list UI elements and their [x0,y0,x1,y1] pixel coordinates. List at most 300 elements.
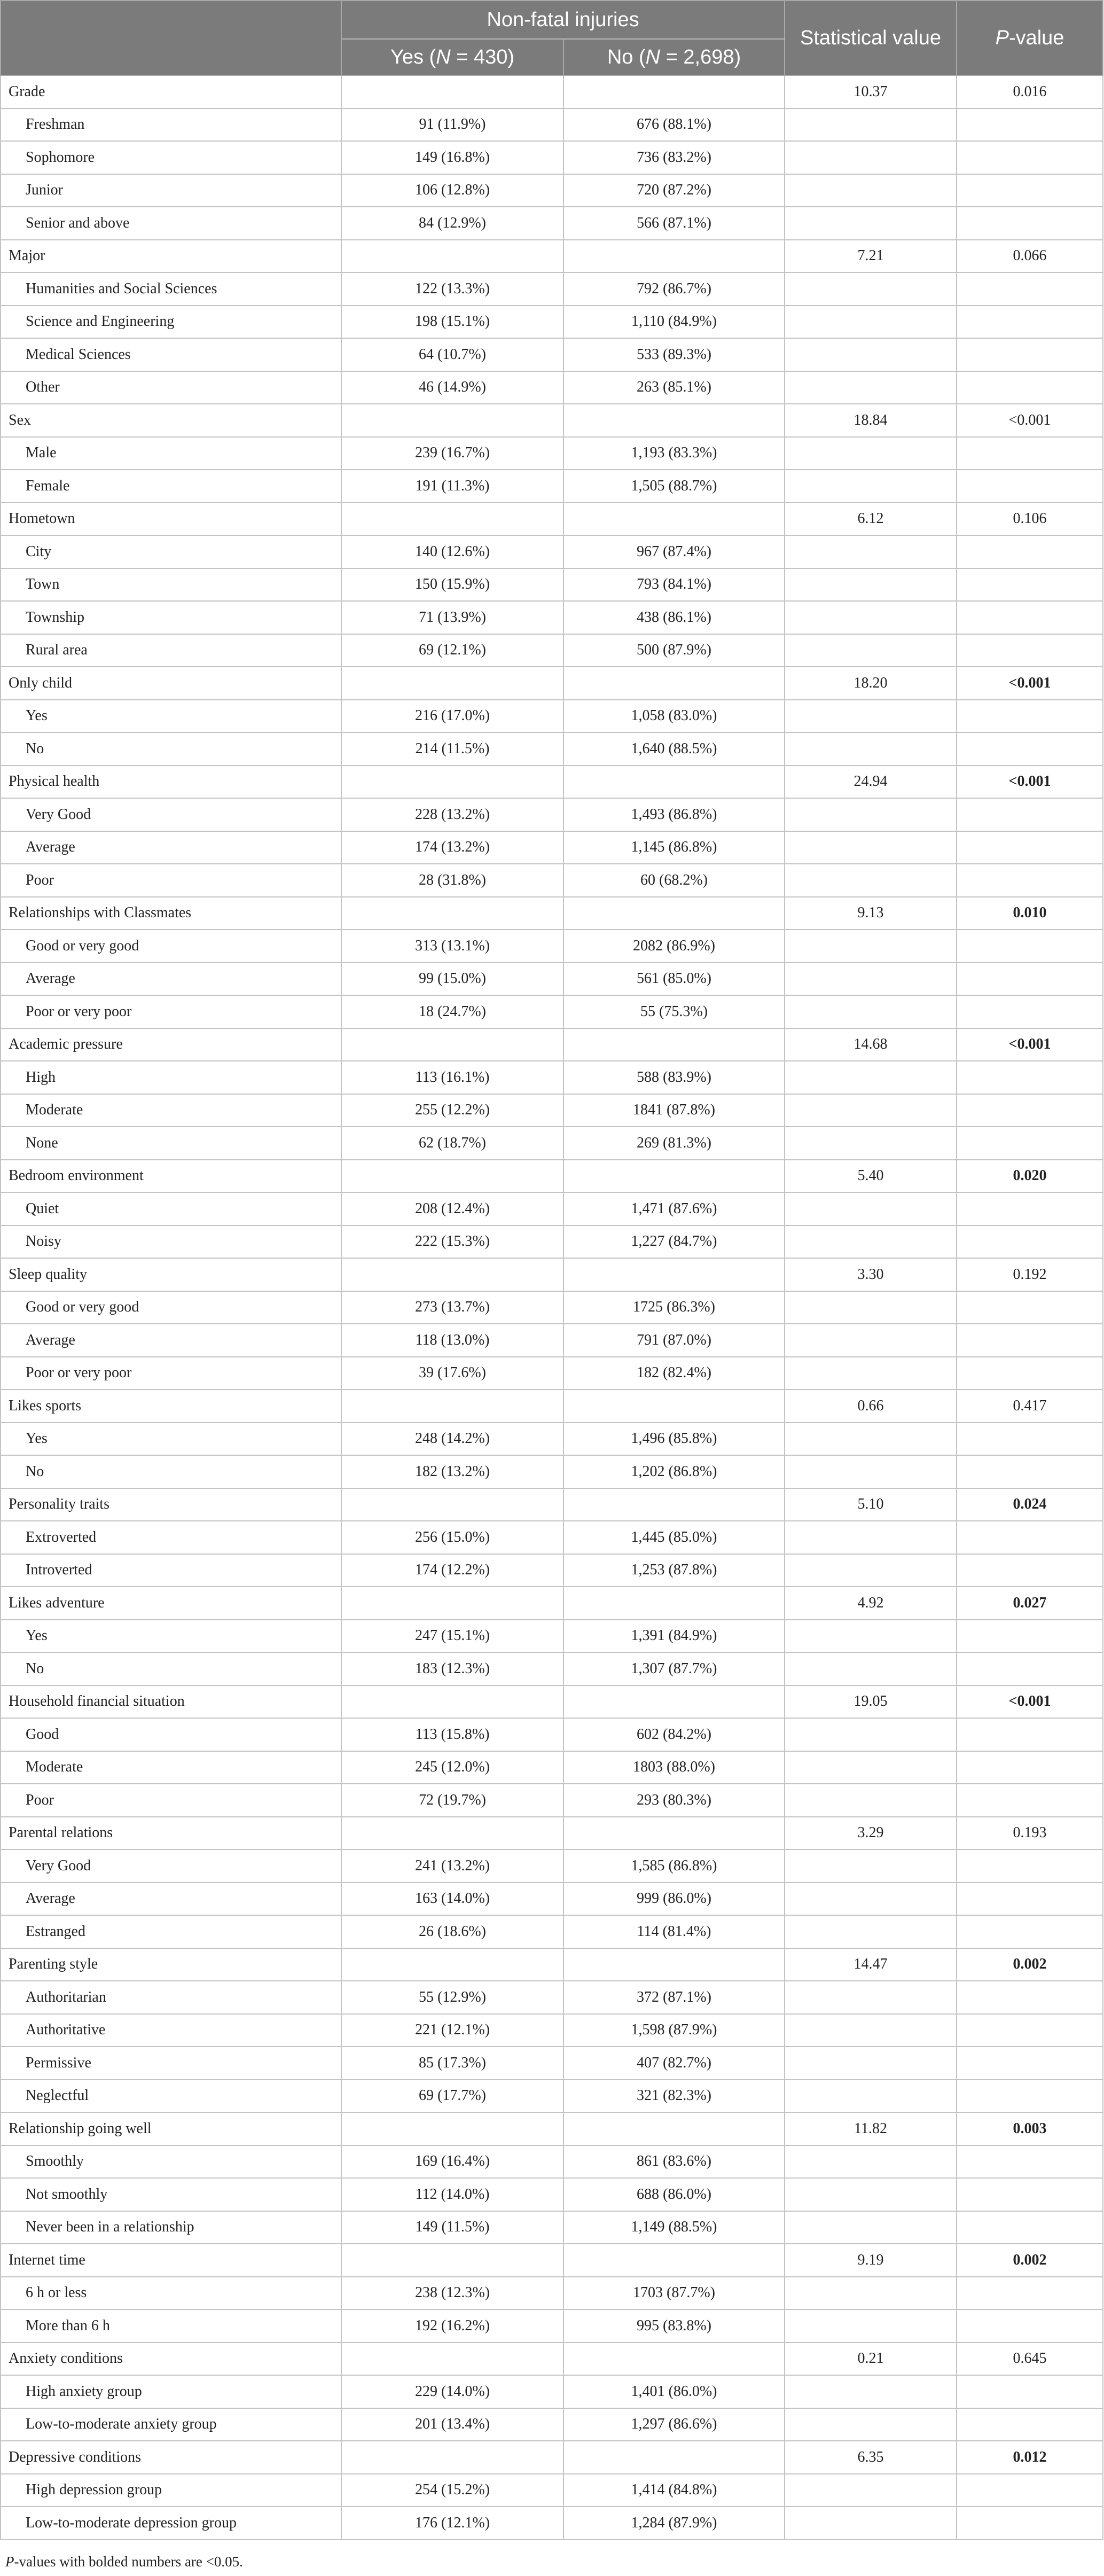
cell-statistical-value [785,568,957,602]
cell-no [563,1685,785,1719]
cell-no [563,1488,785,1521]
table-row-subcategory [1,864,1103,897]
cell-yes: 18 (24.7%) [341,995,563,1028]
cell-yes: 221 (12.1%) [341,2014,563,2047]
cell-statistical-value [785,2080,957,2113]
cell-no: 791 (87.0%) [563,1324,785,1357]
cell-label: More than 6 h [1,2309,341,2343]
table-row-subcategory [1,141,1103,174]
cell-statistical-value: 3.30 [785,1258,957,1291]
cell-no: 1,401 (86.0%) [563,2375,785,2408]
cell-label: Extroverted [1,1521,341,1554]
cell-p-value: 0.417 [957,1390,1103,1423]
cell-p-value [957,2080,1103,2113]
table-row-subcategory [1,1784,1103,1817]
cell-yes [341,404,563,437]
header-statistical-value: Statistical value [785,1,957,75]
cell-statistical-value [785,174,957,207]
cell-yes [341,1488,563,1521]
cell-yes [341,1390,563,1423]
table-row-category [1,2244,1103,2277]
cell-no: 1841 (87.8%) [563,1094,785,1127]
cell-statistical-value [785,1849,957,1883]
cell-statistical-value [785,1291,957,1324]
cell-label: Average [1,1324,341,1357]
cell-label: Personality traits [1,1488,341,1521]
cell-statistical-value [785,1652,957,1685]
cell-p-value [957,1915,1103,1948]
header-no-suffix: = 2,698) [660,45,741,68]
cell-p-value [957,1849,1103,1883]
table-row-subcategory [1,2178,1103,2211]
cell-yes: 254 (15.2%) [341,2474,563,2507]
cell-statistical-value [785,1521,957,1554]
cell-label: Medical Sciences [1,338,341,371]
cell-yes: 214 (11.5%) [341,732,563,766]
cell-statistical-value: 10.37 [785,75,957,108]
table-row-subcategory [1,634,1103,667]
cell-no: 533 (89.3%) [563,338,785,371]
table-row-subcategory [1,1094,1103,1127]
cell-p-value [957,1521,1103,1554]
cell-p-value [957,568,1103,602]
cell-statistical-value: 9.19 [785,2244,957,2277]
table-row-subcategory [1,535,1103,568]
cell-no [563,2343,785,2376]
cell-no: 793 (84.1%) [563,568,785,602]
cell-yes: 245 (12.0%) [341,1751,563,1784]
cell-no: 588 (83.9%) [563,1061,785,1094]
cell-label: Freshman [1,108,341,142]
cell-statistical-value: 14.68 [785,1028,957,1061]
table-header [1,1,1103,75]
cell-p-value [957,732,1103,766]
header-yes-suffix: = 430) [450,45,515,68]
footnote-text: -values with bolded numbers are <0.05. [14,2554,243,2570]
cell-statistical-value: 0.66 [785,1390,957,1423]
cell-p-value [957,1554,1103,1587]
cell-label: Average [1,831,341,864]
cell-p-value [957,2211,1103,2244]
table-row-subcategory [1,831,1103,864]
cell-no: 1,496 (85.8%) [563,1423,785,1456]
cell-yes: 182 (13.2%) [341,1455,563,1488]
cell-p-value [957,141,1103,174]
cell-label: Internet time [1,2244,341,2277]
cell-no [563,2244,785,2277]
cell-yes: 255 (12.2%) [341,1094,563,1127]
cell-label: Sophomore [1,141,341,174]
cell-label: Senior and above [1,207,341,240]
cell-label: None [1,1127,341,1160]
cell-label: Junior [1,174,341,207]
cell-no: 1,640 (88.5%) [563,732,785,766]
cell-label: Other [1,371,341,404]
cell-statistical-value [785,437,957,470]
cell-yes: 174 (13.2%) [341,831,563,864]
cell-label: Yes [1,700,341,733]
cell-no: 1,391 (84.9%) [563,1620,785,1653]
cell-p-value [957,2507,1103,2540]
table-row-subcategory [1,1357,1103,1390]
cell-no: 1,110 (84.9%) [563,306,785,339]
cell-no [563,1948,785,1981]
cell-label: Hometown [1,503,341,536]
cell-no: 566 (87.1%) [563,207,785,240]
table-row-subcategory [1,2507,1103,2540]
cell-label: 6 h or less [1,2277,341,2310]
cell-p-value [957,470,1103,503]
cell-yes [341,240,563,273]
cell-p-value [957,831,1103,864]
cell-label: Yes [1,1620,341,1653]
cell-label: Household financial situation [1,1685,341,1719]
table-row-subcategory [1,1554,1103,1587]
cell-no: 561 (85.0%) [563,963,785,996]
cell-p-value [957,1357,1103,1390]
cell-p-value [957,2309,1103,2343]
cell-statistical-value [785,1915,957,1948]
cell-p-value [957,2145,1103,2179]
table-row-subcategory [1,1849,1103,1883]
cell-p-value [957,634,1103,667]
cell-p-value [957,108,1103,142]
cell-p-value: <0.001 [957,404,1103,437]
cell-statistical-value [785,963,957,996]
cell-label: Poor [1,864,341,897]
table-row-subcategory [1,1883,1103,1916]
table-row-subcategory [1,1981,1103,2014]
cell-no: 1,493 (86.8%) [563,798,785,831]
table-row-subcategory [1,930,1103,963]
cell-yes: 122 (13.3%) [341,272,563,306]
cell-yes: 248 (14.2%) [341,1423,563,1456]
cell-label: Good [1,1718,341,1751]
cell-no: 438 (86.1%) [563,601,785,634]
cell-statistical-value [785,732,957,766]
cell-p-value [957,995,1103,1028]
cell-no: 1,414 (84.8%) [563,2474,785,2507]
cell-yes: 106 (12.8%) [341,174,563,207]
cell-label: Poor or very poor [1,995,341,1028]
cell-statistical-value [785,2145,957,2179]
cell-statistical-value [785,470,957,503]
table-row-category [1,1258,1103,1291]
cell-statistical-value [785,2507,957,2540]
cell-p-value: 0.002 [957,1948,1103,1981]
cell-statistical-value: 3.29 [785,1817,957,1850]
table-row-subcategory [1,1127,1103,1160]
cell-yes: 208 (12.4%) [341,1192,563,1225]
cell-yes: 198 (15.1%) [341,306,563,339]
table-row-subcategory [1,601,1103,634]
cell-statistical-value [785,141,957,174]
cell-label: Average [1,963,341,996]
table-row-subcategory [1,1652,1103,1685]
header-no-prefix: No ( [607,45,646,68]
cell-no: 1,058 (83.0%) [563,700,785,733]
cell-label: No [1,732,341,766]
table-row-subcategory [1,963,1103,996]
cell-no: 293 (80.3%) [563,1784,785,1817]
cell-label: Yes [1,1423,341,1456]
cell-yes: 247 (15.1%) [341,1620,563,1653]
cell-yes: 149 (11.5%) [341,2211,563,2244]
cell-yes: 72 (19.7%) [341,1784,563,1817]
cell-label: Average [1,1883,341,1916]
cell-yes: 174 (12.2%) [341,1554,563,1587]
cell-label: Good or very good [1,1291,341,1324]
cell-statistical-value [785,700,957,733]
cell-yes: 99 (15.0%) [341,963,563,996]
cell-statistical-value [785,1883,957,1916]
cell-label: Authoritarian [1,1981,341,2014]
cell-yes: 238 (12.3%) [341,2277,563,2310]
cell-label: Parental relations [1,1817,341,1850]
cell-statistical-value [785,1455,957,1488]
cell-p-value [957,2408,1103,2441]
cell-no: 688 (86.0%) [563,2178,785,2211]
cell-statistical-value [785,831,957,864]
cell-p-value [957,798,1103,831]
table-row-category [1,1685,1103,1719]
table-row-subcategory [1,2474,1103,2507]
cell-yes [341,1817,563,1850]
table-row-subcategory [1,108,1103,142]
table-row-subcategory [1,2145,1103,2179]
cell-no: 114 (81.4%) [563,1915,785,1948]
cell-p-value: <0.001 [957,766,1103,799]
cell-statistical-value [785,108,957,142]
cell-statistical-value [785,2375,957,2408]
cell-yes: 169 (16.4%) [341,2145,563,2179]
table-row-category [1,2441,1103,2474]
cell-label: Physical health [1,766,341,799]
cell-statistical-value [785,1225,957,1259]
cell-label: Male [1,437,341,470]
table-row-subcategory [1,1521,1103,1554]
cell-yes: 71 (13.9%) [341,601,563,634]
cell-statistical-value [785,1061,957,1094]
cell-statistical-value: 18.20 [785,667,957,700]
cell-label: Major [1,240,341,273]
cell-p-value: 0.020 [957,1160,1103,1193]
cell-no [563,75,785,108]
cell-p-value: 0.012 [957,2441,1103,2474]
cell-label: Relationships with Classmates [1,897,341,930]
table-row-subcategory [1,272,1103,306]
cell-statistical-value [785,2047,957,2080]
cell-label: Likes sports [1,1390,341,1423]
cell-yes: 39 (17.6%) [341,1357,563,1390]
table-row-subcategory [1,2309,1103,2343]
cell-no [563,503,785,536]
cell-yes: 273 (13.7%) [341,1291,563,1324]
cell-yes [341,1948,563,1981]
cell-p-value [957,306,1103,339]
cell-p-value: 0.003 [957,2112,1103,2145]
cell-no: 60 (68.2%) [563,864,785,897]
cell-label: No [1,1455,341,1488]
cell-statistical-value [785,1192,957,1225]
cell-yes: 229 (14.0%) [341,2375,563,2408]
table-row-category [1,75,1103,108]
cell-p-value: 0.193 [957,1817,1103,1850]
cell-p-value [957,700,1103,733]
cell-label: Bedroom environment [1,1160,341,1193]
cell-yes: 28 (31.8%) [341,864,563,897]
cell-label: Female [1,470,341,503]
cell-yes: 150 (15.9%) [341,568,563,602]
cell-label: Poor [1,1784,341,1817]
cell-yes: 191 (11.3%) [341,470,563,503]
cell-yes: 62 (18.7%) [341,1127,563,1160]
cell-statistical-value: 9.13 [785,897,957,930]
cell-p-value [957,1784,1103,1817]
cell-p-value [957,963,1103,996]
cell-statistical-value [785,2309,957,2343]
cell-yes: 26 (18.6%) [341,1915,563,1948]
cell-label: Estranged [1,1915,341,1948]
cell-statistical-value [785,2178,957,2211]
cell-no: 1703 (87.7%) [563,2277,785,2310]
header-yes [341,39,563,75]
cell-p-value: 0.010 [957,897,1103,930]
cell-statistical-value: 24.94 [785,766,957,799]
cell-statistical-value [785,601,957,634]
table-row-subcategory [1,371,1103,404]
table-row-subcategory [1,1192,1103,1225]
cell-no: 500 (87.9%) [563,634,785,667]
cell-label: Permissive [1,2047,341,2080]
cell-statistical-value: 19.05 [785,1685,957,1719]
cell-label: Grade [1,75,341,108]
cell-statistical-value: 6.12 [785,503,957,536]
cell-p-value: <0.001 [957,1685,1103,1719]
cell-label: Not smoothly [1,2178,341,2211]
table-row-subcategory [1,1291,1103,1324]
cell-yes: 241 (13.2%) [341,1849,563,1883]
cell-p-value: <0.001 [957,1028,1103,1061]
table-row-subcategory [1,732,1103,766]
cell-p-value [957,864,1103,897]
cell-p-value [957,1291,1103,1324]
cell-no: 55 (75.3%) [563,995,785,1028]
table-row-subcategory [1,1423,1103,1456]
footnote-p-letter: P [5,2554,14,2570]
cell-label: Humanities and Social Sciences [1,272,341,306]
cell-label: Parenting style [1,1948,341,1981]
cell-no: 792 (86.7%) [563,272,785,306]
cell-no: 1,227 (84.7%) [563,1225,785,1259]
header-p-rest: -value [1008,26,1064,49]
cell-no: 1725 (86.3%) [563,1291,785,1324]
cell-label: Sex [1,404,341,437]
table-row-subcategory [1,470,1103,503]
cell-no: 1,445 (85.0%) [563,1521,785,1554]
cell-statistical-value [785,2014,957,2047]
cell-p-value [957,1061,1103,1094]
cell-no: 1,297 (86.6%) [563,2408,785,2441]
cell-p-value [957,1718,1103,1751]
header-p-letter: P [995,26,1009,49]
cell-no: 321 (82.3%) [563,2080,785,2113]
cell-yes: 313 (13.1%) [341,930,563,963]
cell-label: Town [1,568,341,602]
cell-label: Introverted [1,1554,341,1587]
table-row-subcategory [1,2014,1103,2047]
cell-no [563,2441,785,2474]
cell-p-value [957,207,1103,240]
cell-yes: 91 (11.9%) [341,108,563,142]
table-row-category [1,766,1103,799]
cell-label: City [1,535,341,568]
cell-no: 720 (87.2%) [563,174,785,207]
header-variable [1,1,341,75]
table-row-category [1,1817,1103,1850]
cell-no: 372 (87.1%) [563,1981,785,2014]
cell-statistical-value [785,2211,957,2244]
table-row-category [1,1390,1103,1423]
cell-statistical-value [785,207,957,240]
cell-statistical-value [785,2277,957,2310]
cell-statistical-value [785,1981,957,2014]
cell-p-value [957,601,1103,634]
cell-label: Good or very good [1,930,341,963]
table-row-category [1,240,1103,273]
cell-no: 1,145 (86.8%) [563,831,785,864]
cell-statistical-value [785,995,957,1028]
cell-label: Quiet [1,1192,341,1225]
cell-statistical-value: 5.10 [785,1488,957,1521]
cell-yes: 163 (14.0%) [341,1883,563,1916]
cell-p-value: 0.645 [957,2343,1103,2376]
cell-label: Noisy [1,1225,341,1259]
cell-label: Authoritative [1,2014,341,2047]
cell-statistical-value [785,864,957,897]
cell-no: 2082 (86.9%) [563,930,785,963]
cell-p-value [957,338,1103,371]
cell-no: 269 (81.3%) [563,1127,785,1160]
table-row-subcategory [1,437,1103,470]
cell-yes [341,2244,563,2277]
cell-yes [341,1028,563,1061]
cell-yes [341,766,563,799]
cell-no: 1,149 (88.5%) [563,2211,785,2244]
cell-no: 676 (88.1%) [563,108,785,142]
cell-p-value: 0.016 [957,75,1103,108]
cell-statistical-value: 18.84 [785,404,957,437]
cell-yes: 216 (17.0%) [341,700,563,733]
cell-statistical-value [785,338,957,371]
cell-no: 1,307 (87.7%) [563,1652,785,1685]
cell-label: Moderate [1,1094,341,1127]
cell-p-value [957,2014,1103,2047]
cell-yes [341,1587,563,1620]
cell-no [563,1160,785,1193]
cell-statistical-value [785,2474,957,2507]
cell-no [563,1587,785,1620]
cell-label: Never been in a relationship [1,2211,341,2244]
table-row-subcategory [1,2047,1103,2080]
cell-p-value [957,1094,1103,1127]
cell-statistical-value [785,2408,957,2441]
cell-no [563,240,785,273]
cell-p-value: 0.002 [957,2244,1103,2277]
cell-no: 861 (83.6%) [563,2145,785,2179]
cell-statistical-value [785,1127,957,1160]
cell-label: Poor or very poor [1,1357,341,1390]
